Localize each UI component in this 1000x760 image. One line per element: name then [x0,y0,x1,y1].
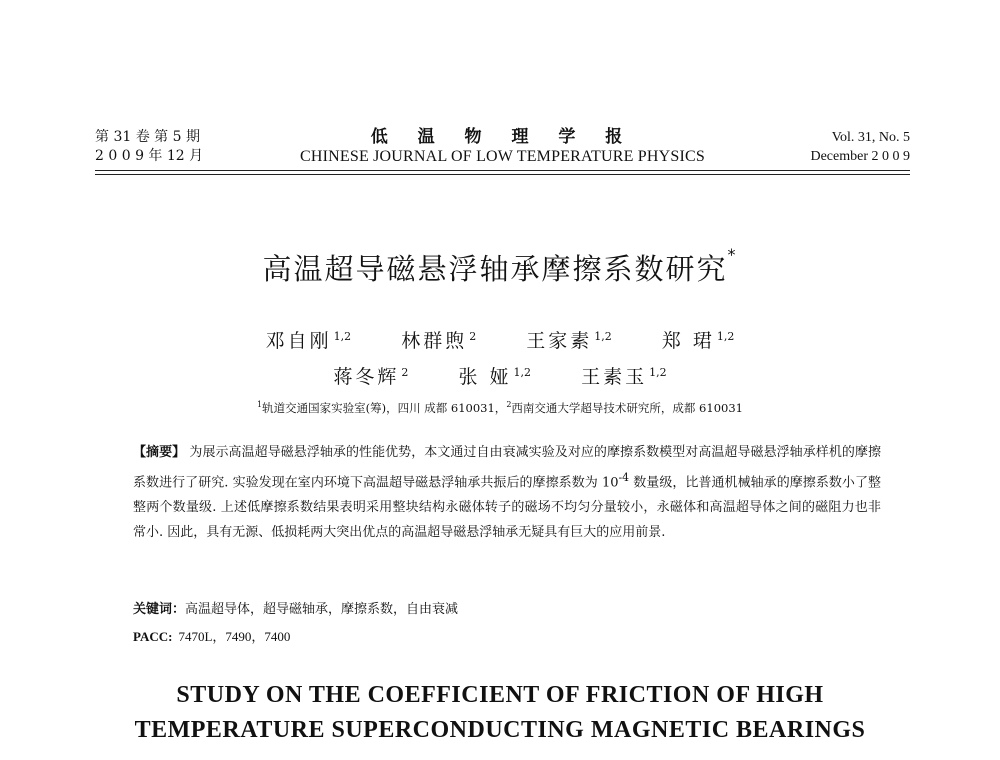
author-affiliation-mark: 1,2 [716,329,735,343]
author-name: 王家素 [526,330,593,352]
volume-issue: 第 31 卷 第 5 期 [95,129,200,145]
abstract-text-2: 数量级，比普通机械轴承的摩擦系数小了整整两个数量级. 上述低摩擦系数结果表明采用整块结构永磁体转子的磁场不均匀分量较小，永磁体和高温超导体之间的磁阻力也非常小. 因此，具有无源、低损耗两大突出优点的高温超导磁悬浮轴承无疑具有巨大的应用前景. [133,475,881,541]
affiliation-mark-2: 2 [506,400,512,410]
english-title-line-1: STUDY ON THE COEFFICIENT OF FRICTION OF HIGH [176,682,824,708]
abstract [133,440,881,545]
author [458,362,531,389]
title-footnote-mark: * [727,245,738,264]
author-name: 邓自刚 [265,330,332,352]
affiliation-1: 轨道交通国家实验室(筹)，四川 成都 610031， [262,401,507,415]
journal-name [95,128,910,166]
journal-header [95,128,910,176]
author [526,326,612,353]
issue-date: 2 0 0 9 年 12 月 [95,148,204,164]
abstract-exponent: -4 [618,471,630,484]
author-name: 林群煦 [401,330,468,352]
pacc [133,626,290,645]
author-name: 王素玉 [581,366,648,388]
pacc-label: PACC: [133,629,173,644]
affiliation-mark-1: 1 [257,400,263,410]
author [401,326,476,353]
authors-row-2 [0,362,1000,389]
paper-title-text: 高温超导磁悬浮轴承摩擦系数研究 [262,252,728,286]
keywords [133,598,458,617]
pacc-codes: 7470L，7490，7400 [178,629,291,644]
author-name: 蒋冬辉 [333,366,400,388]
author [333,362,408,389]
author-affiliation-mark: 1,2 [594,329,612,343]
author-name: 郑 珺 [661,330,715,352]
english-title [0,678,1000,748]
issue-date-en: December 2 0 0 9 [810,149,910,164]
author-affiliation-mark: 1,2 [333,329,352,343]
header-rule [95,170,910,178]
abstract-text-1: 为展示高温超导磁悬浮轴承的性能优势，本文通过自由衰减实验及对应的摩擦系数模型对高温超导磁悬浮轴承样机的摩擦系数进行了研究. 实验发现在室内环境下高温超导磁悬浮轴承共振后的摩擦系数为 10 [133,445,881,491]
author-affiliation-mark: 1,2 [513,365,532,379]
author [662,326,735,353]
paper-title [0,247,1000,288]
issue-info-en [810,128,910,166]
volume-issue-en: Vol. 31, No. 5 [831,130,910,145]
author [266,326,352,353]
author-affiliation-mark: 1,2 [649,365,667,379]
keywords-text: 高温超导体，超导磁轴承，摩擦系数，自由衰减 [185,602,459,617]
affiliation-2: 西南交通大学超导技术研究所，成都 610031 [511,401,743,415]
abstract-label: 【摘要】 [133,445,186,460]
english-title-line-2: TEMPERATURE SUPERCONDUCTING MAGNETIC BEARINGS [134,717,866,743]
keywords-label: 关键词： [133,602,186,617]
author [581,362,667,389]
author-name: 张 娅 [458,366,512,388]
author-affiliation-mark: 2 [469,329,477,343]
authors-row-1 [0,326,1000,353]
author-affiliation-mark: 2 [401,365,409,379]
journal-name-en: CHINESE JOURNAL OF LOW TEMPERATURE PHYSICS [299,148,706,165]
affiliations [0,400,1000,416]
journal-name-cn: 低 温 物 理 学 报 [370,127,635,147]
